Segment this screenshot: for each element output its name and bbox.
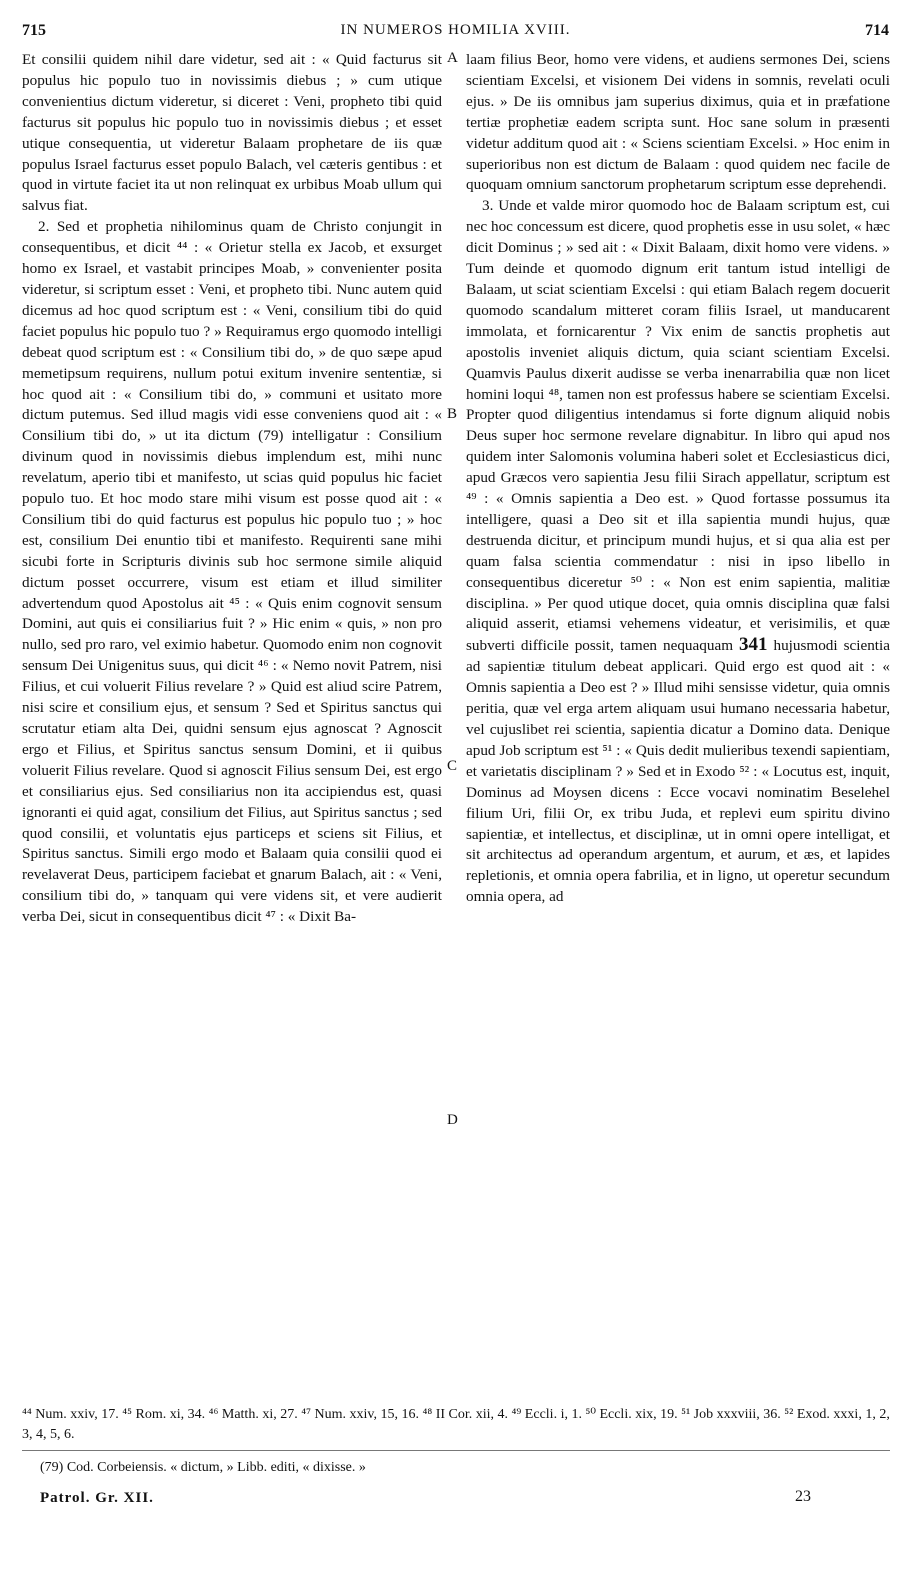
right-page-number: 714 [865,22,889,39]
signature-number: 23 [795,1488,811,1505]
right-paragraph-2 [466,196,890,908]
right-paragraph-2-after: hujusmodi scientia ad sapientiæ titulum debeat applicari. Quid ergo est quod ait : « Omnis sapientia a Deo est ? » Illud mihi sensisse videtur, quia omnis peritia, quæ vel erga artem aliquam usui humano necessaria habetur, vel cujuslibet rei scientia, sapientia dicatur a Domino data. Denique apud Job scriptum est ⁵¹ : « Quis dedit mulieribus texendi sapientiam, et varietatis disciplinam ? » Sed et in Exodo ⁵² : « Locutus est, inquit, Dominus ad Moysen dicens : Ecce vocavi nominatim Beselehel filium Uri, filii Or, ex tribu Juda, et replevi eum spiritu divino sapientiæ, et intellectus, et disciplinæ, ut in omni opere intelligat, et sit architectus ad operandum argentum, et aurum, et æs, et lapides repletionis, et omnia opera fabrilia, et in ligno, ut operetur secundum omnia opera, ad [466,637,890,906]
right-column [466,50,890,908]
section-marker-a: A [447,50,458,66]
footnote-divider [22,1450,890,1451]
footnotes: ⁴⁴ Num. xxiv, 17. ⁴⁵ Rom. xi, 34. ⁴⁶ Matth. xi, 27. ⁴⁷ Num. xxiv, 15, 16. ⁴⁸ II Cor. xii, 4. ⁴⁹ Eccli. i, 1. ⁵⁰ Eccli. xix, 19. ⁵¹ Job xxxviii, 36. ⁵² Exod. xxxi, 1, 2, 3, 4, 5, 6. [22,1407,890,1442]
section-marker-c: C [447,758,458,774]
series-title: Patrol. Gr. XII. [40,1490,154,1506]
left-page-number: 715 [22,22,46,39]
running-title: IN NUMEROS HOMILIA XVIII. [340,22,571,38]
left-paragraph-2: 2. Sed et prophetia nihilominus quam de Christo conjungit in consequentibus, et dicit ⁴⁴ : « Orietur stella ex Jacob, et exsurget homo ex Israel, et vastabit principes Moab, » convenienter posita videretur, si scriptum esset : Veni, et propheto tibi. Nunc autem quid dicemus ad hoc quod scriptum est : « Veni, consilium tibi do quid faciet populus hic populo tuo ? » Requiramus ergo quomodo intelligi debeat quod scriptum est : « Consilium tibi do, » de quo sæpe apud memetipsum requirens, nullum potui exitum invenire sententiæ, si hoc quod ait : « Consilium tibi do, » communi et usitato more dictum putemus. Sed illud magis vidi esse conveniens quod ait : « Consilium tibi do, » ut ita dictum (79) intelligatur : Consilium divinum quod in novissimis diebus implendum est, mihi nunc revelatum, aperio tibi et manifesto, ut scias quid populus hic faciet populo tuo. Et hoc modo stare mihi visum est posse quod ait : « Consilium tibi do quid facturus est populus hic populo tuo ; » hoc est, consilium Dei enuntio tibi et manifesto. Requirenti sane mihi sicubi forte in Scripturis divinis sub hoc sermone simile aliquid dictum posset occurrere, visum est etiam et illud similiter advertendum quod Apostolus ait ⁴⁵ : « Quis enim cognovit sensum Domini, aut quis ei consiliarius fuit ? » Hic enim « quis, » non pro nullo, sed pro raro, vel eximio habetur. Quomodo enim non cognovit sensum Dei Unigenitus suus, qui dicit ⁴⁶ : « Nemo novit Patrem, nisi Filius, et cui voluerit Filius revelare ? » Quid est aliud scire Patrem, nisi scire et consilium ejus, et sensum ? Sed et Spiritus sanctus qui scrutatur etiam alta Dei, quidni sensum ejus agnoscat ? Agnoscit ergo et Filius, et Spiritus sanctus sensum Domini, et ii quibus voluerit Filius revelare. Quod si agnoscit Filius sensum Dei, est ergo et consiliarius ejus. Sed consiliarius non ita accipiendus est, quasi ignoranti ei quid agat, consilium det Filius, aut Spiritus sanctus ; sed quod consilii, et voluntatis ejus particeps et sciens sit Filius, et Spiritus sanctus. Simili ergo modo et Balaam quia consilii quod ei revelaverat Deus, participem faciebat et gnarum Balach, ait : « Veni, consilium tibi do, » tanquam qui vere videns sit, et vere audierit verba Dei, sicut in consequentibus dicit ⁴⁷ : « Dixit Ba- [22,218,442,926]
right-paragraph-2-before: 3. Unde et valde miror quomodo hoc de Balaam scriptum est, cui nec hoc concessum est dicere, quod prophetis esse in usu solet, « hæc dicit Dominus ; » sed ait : « Dixit Balaam, dixit homo vere videns. » Tum deinde et quomodo dignum erit tantum istud intelligi de Balaam, ut sciat scientiam Excelsi : qui etiam Balach regem docuerit quomodo scandalum mitteret coram filiis Israel, ut manducarent immolata, et fornicarentur ? Vix enim de sanctis prophetis aut apostolis inveniet aliquis dictum, quia sciant scientiam Excelsi. Quamvis Paulus dixerit audisse se verba inenarrabilia quæ non licet homini loqui ⁴⁸, tamen non est professus habere se scientiam Excelsi. Propter quod diligentius intendamus si forte dignum aliquid nobis Deus super hoc sermone revelare dignabitur. In libro qui apud nos quidem inter Salomonis volumina haberi solet et Ecclesiasticus dici, apud Græcos vero sapientia Jesu filii Sirach appellatur, scriptum est ⁴⁹ : « Omnis sapientia a Deo est. » Quod fortasse possumus ita intelligere, quasi a Deo sit et illa sapientia mundi hujus, quæ destruenda dicitur, et principum mundi hujus, et si qua alia est per quam falsa scientia commendatur : nisi in ipso libello in consequentibus diceretur ⁵⁰ : « Non est enim sapientia, malitiæ disciplina. » Per quod utique docet, quia omnis disciplina quæ falsi aliquid asserit, etiamsi vehemens videatur, et verisimilis, et quæ subverti difficile possit, tamen nequaquam [466,197,890,655]
left-paragraph-1: Et consilii quidem nihil dare videtur, sed ait : « Quid facturus sit populus hic populo tuo in novissimis diebus ; » cum utique convenientius dictum videretur, si diceret : Veni, propheto tibi quid facturus sit populus hic populo tuo in novissimis diebus ; et esset utique consequentia, ut videretur Balaam prophetare de iis quæ populus Israel facturus esset populo Balach, vel cæteris gentibus : et quod in virtute faciet ita ut non relinquat ex urbibus Moab ullum qui salvus fiat. [22,51,442,215]
right-paragraph-1: laam filius Beor, homo vere videns, et audiens sermones Dei, sciens scientiam Excelsi, et visionem Dei videns in somnis, revelati oculi ejus. » De iis omnibus jam superius diximus, quia et in præfatione tertiæ prophetiæ eadem scripta sunt. Hoc sane solum in præsenti videtur additum quod ait : « Sciens scientiam Excelsi. » Hoc enim in superioribus non est dictum de Balaam : quod quidem nec facile de quoquam omnium sanctorum prophetarum scriptum esse deprehendi. [466,51,890,194]
section-marker-d: D [447,1112,458,1128]
left-column [22,50,442,928]
column-number: 341 [739,634,768,656]
editorial-note: (79) Cod. Corbeiensis. « dictum, » Libb. editi, « dixisse. » [40,1460,366,1475]
section-marker-b: B [447,406,458,422]
